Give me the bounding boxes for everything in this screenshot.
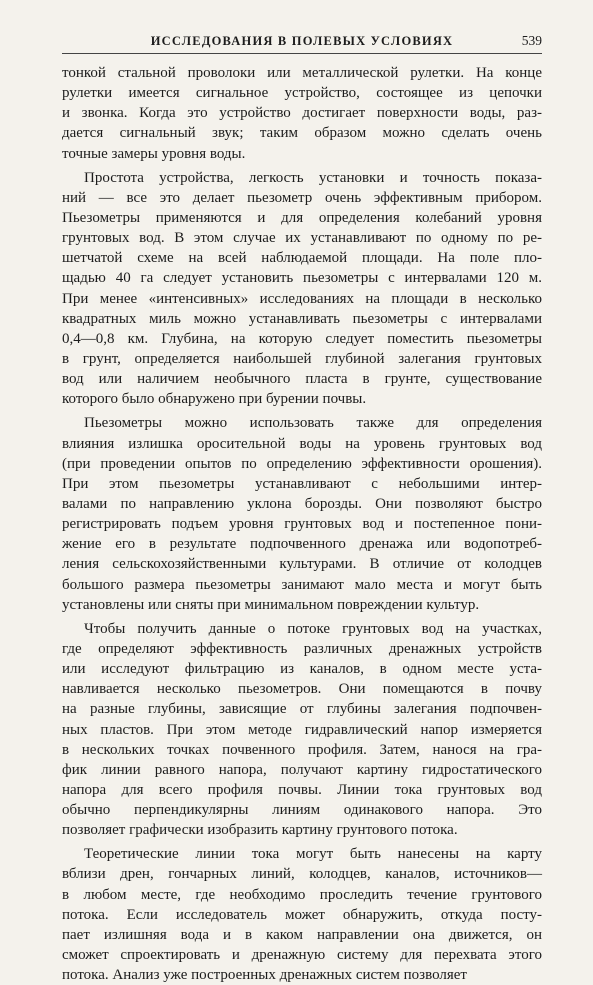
text-line: Пьезометры можно использовать также для определения	[84, 415, 542, 432]
paragraph	[62, 844, 542, 985]
text-line: установлены или сняты при минимальном повреждении культур.	[62, 596, 480, 613]
text-line: в грунт, определяется наибольшей глубиной залегания грунтовых	[62, 350, 542, 367]
paragraph	[62, 413, 542, 614]
text-line: квадратных миль можно устанавливать пьезометры с интервалами	[62, 310, 542, 327]
text-line: Простота устройства, легкость установки и точность показа-	[84, 169, 542, 186]
text-line: дается сигнальный звук; таким образом можно сделать очень	[62, 125, 542, 142]
page-number: 539	[521, 33, 542, 48]
text-line: Теоретические линии тока могут быть нанесены на карту	[84, 846, 542, 863]
text-line: Пьезометры применяются и для определения колебаний уровня	[62, 209, 542, 226]
text-line: влияния излишка оросительной воды на уровень грунтовых вод	[62, 435, 542, 452]
text-line: щадью 40 га следует установить пьезометры с интервалами 120 м.	[62, 270, 542, 287]
text-line: большого размера пьезометры занимают мало места и могут быть	[62, 576, 542, 593]
text-line: и звонка. Когда это устройство достигает поверхности воды, раз-	[62, 105, 542, 122]
text-line: При менее «интенсивных» исследованиях на площади в несколько	[62, 290, 542, 307]
text-line: навливается несколько пьезометров. Они помещаются в почву	[62, 681, 542, 698]
text-line: валами по направлению уклона борозды. Они позволяют быстро	[62, 495, 542, 512]
running-title: ИССЛЕДОВАНИЯ В ПОЛЕВЫХ УСЛОВИЯХ	[150, 34, 454, 48]
body-text	[62, 63, 542, 984]
paragraph	[62, 619, 542, 841]
text-line: тонкой стальной проволоки или металлической рулетки. На конце	[62, 65, 542, 81]
text-line: шетчатой схеме на всей наблюдаемой площади. На поле пло-	[62, 250, 542, 267]
text-line: регистрировать подъем уровня грунтовых вод и постепенное пони-	[62, 516, 542, 533]
text-line: пает излишняя вода и в каком направлении она движется, он	[62, 926, 542, 943]
text-line: фик линии равного напора, получают картину гидростатического	[62, 761, 542, 778]
text-line: ных пластов. При этом методе гидравлический напор измеряется	[62, 721, 542, 738]
text-line: потока. Если исследователь может обнаружить, откуда посту-	[62, 906, 542, 923]
text-line: обычно перпендикулярны линиям одинакового напора. Это	[62, 802, 542, 819]
text-line: на разные глубины, зависящие от глубины залегания подпочвен-	[62, 701, 542, 718]
text-line: При этом пьезометры устанавливают с небольшими интер-	[62, 475, 542, 492]
text-line: ления сельскохозяйственными культурами. В отличие от колодцев	[62, 556, 542, 573]
paragraph	[62, 168, 542, 410]
text-line: напора для всего профиля почвы. Линии тока грунтовых вод	[62, 781, 542, 798]
text-line: вод или наличием необычного пласта в грунте, существование	[62, 371, 542, 388]
text-line: точные замеры уровня воды.	[62, 145, 246, 162]
text-line: сможет спроектировать и дренажную систему для перехвата этого	[62, 947, 542, 964]
text-line: жение его в результате подпочвенного дренажа или водопотреб-	[62, 536, 542, 553]
text-line: в любом месте, где необходимо проследить течение грунтового	[62, 886, 542, 903]
text-line: рулетки имеется сигнальное устройство, состоящее из цепочки	[62, 85, 542, 102]
paragraph	[62, 63, 542, 164]
text-line: ний — все это делает пьезометр очень эффективным прибором.	[62, 189, 542, 206]
text-line: потока. Анализ уже построенных дренажных систем позволяет	[62, 967, 467, 984]
running-head	[62, 33, 542, 54]
text-line: которого было обнаружено при бурении почвы.	[62, 391, 367, 408]
text-line: Чтобы получить данные о потоке грунтовых вод на участках,	[84, 620, 542, 637]
text-line: позволяет графически изобразить картину грунтового потока.	[62, 822, 458, 839]
text-line: или исследуют фильтрацию из каналов, в одном месте уста-	[62, 661, 542, 678]
text-line: грунтовых вод. В этом случае их устанавливают по одному по ре-	[62, 230, 542, 247]
text-line: 0,4—0,8 км. Глубина, на которую следует поместить пьезометры	[62, 330, 542, 347]
text-line: где определяют эффективность различных дренажных устройств	[62, 640, 542, 657]
text-line: вблизи дрен, гончарных линий, колодцев, каналов, источников—	[62, 866, 542, 883]
text-line: в нескольких точках почвенного профиля. Затем, нанося на гра-	[62, 741, 542, 758]
text-line: (при проведении опытов по определению эффективности орошения).	[62, 455, 542, 472]
